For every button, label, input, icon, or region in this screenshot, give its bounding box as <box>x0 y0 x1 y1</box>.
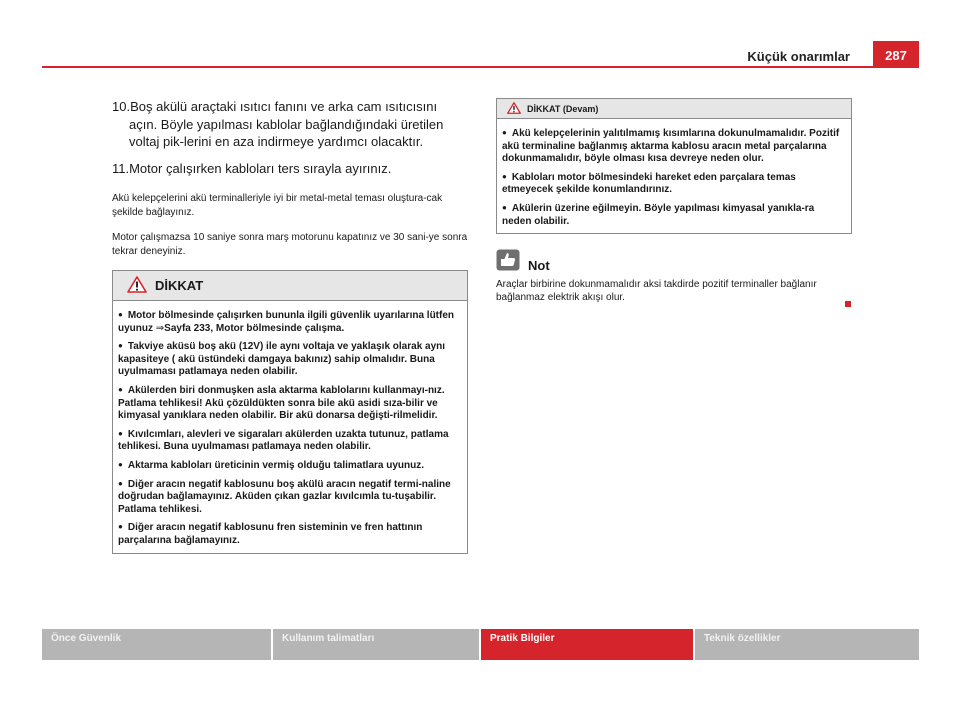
warning-item: ● Akülerin üzerine eğilmeyin. Böyle yapılması kimyasal yanıkla-ra neden olabilir. <box>502 202 815 227</box>
bullet-icon: ● <box>118 384 123 394</box>
bullet-icon: ● <box>118 459 123 469</box>
note-icon <box>496 249 520 276</box>
warning-body <box>113 301 467 553</box>
page-number: 287 <box>873 41 919 67</box>
warning-item: ● Akü kelepçelerinin yalıtılmamış kısımlarına dokunulmamalıdır. Pozitif akü terminaline bağlanmış aktarma kablosu aracın metal parçalarına dokunmamalıdır, böyle olması kısa devreye neden olur. <box>502 128 840 165</box>
tab-teknik-ozellikler[interactable]: Teknik özellikler <box>695 629 919 660</box>
paragraph-clamps: Akü kelepçelerini akü terminalleriyle iyi bir metal-metal teması oluştura-cak şekilde bağlayınız. <box>112 193 443 218</box>
warning-item: ● Motor bölmesinde çalışırken bununla ilgili güvenlik uyarılarına lütfen uyunuz ⇒Sayfa 233, Motor bölmesinde çalışma. <box>118 310 455 334</box>
bullet-icon: ● <box>118 310 123 319</box>
bullet-icon: ● <box>118 428 123 438</box>
note-header <box>496 249 852 276</box>
warning-continued-header <box>497 99 851 119</box>
bullet-icon: ● <box>502 128 507 137</box>
warning-item: ● Kabloları motor bölmesindeki hareket eden parçalara temas etmeyecek şekilde konumlandırınız. <box>502 171 796 196</box>
warning-continued-title: DİKKAT (Devam) <box>527 103 599 114</box>
bullet-icon: ● <box>118 341 123 351</box>
warning-triangle-icon <box>507 102 521 116</box>
paragraph-retry: Motor çalışmazsa 10 saniye sonra marş motorunu kapatınız ve 30 sani-ye sonra tekrar deneyiniz. <box>112 232 468 257</box>
page-link[interactable]: Sayfa 233, Motor bölmesinde çalışma. <box>164 322 345 334</box>
tab-once-guvenlik[interactable]: Önce Güvenlik <box>42 629 271 660</box>
warning-item: ● Diğer aracın negatif kablosunu fren sisteminin ve fren hattının parçalarına bağlamayınız. <box>118 522 423 546</box>
section-title: Küçük onarımlar <box>747 49 850 64</box>
header-rule <box>42 66 919 68</box>
warning-item: ● Takviye aküsü boş akü (12V) ile aynı voltaja ve yaklaşık olarak aynı kapasiteye ( akü üstündeki damgaya bakınız) sahip olmalıdır. Buna uyulmaması patlamaya neden olabilir. <box>118 341 446 378</box>
tab-kullanim-talimatlari[interactable]: Kullanım talimatları <box>273 629 479 660</box>
bullet-icon: ● <box>502 202 507 212</box>
bullet-icon: ● <box>502 171 507 181</box>
warning-continued-body <box>497 119 851 233</box>
bullet-icon: ● <box>118 478 123 488</box>
warning-item: ● Akülerden biri donmuşken asla aktarma kablolarını kullanmayı-nız. Patlama tehlikesi! Akü çözüldükten sonra bile akü asidi sıza-bilir ve kimyasal yanıklara neden olabilir. Bir akü donarsa değişti-rilmelidir. <box>118 384 445 422</box>
warning-box <box>112 270 468 554</box>
warning-continued-box <box>496 98 852 234</box>
right-column <box>496 98 852 307</box>
warning-item: ● Diğer aracın negatif kablosunu boş akülü aracın negatif termi-naline doğrudan bağlamayınız. Aküden çıkan gazlar kıvılcımla tu-tuşabilir. Patlama tehlikesi. <box>118 478 451 515</box>
warning-item: ● Kıvılcımları, alevleri ve sigaraları akülerden uzakta tutunuz, patlama tehlikesi. Buna uyulmaması patlamaya neden olabilir. <box>118 428 449 453</box>
note-text: Araçlar birbirine dokunmamalıdır aksi takdirde pozitif terminaller bağlanır bağlanmaz elektrik akışı olur. <box>496 278 852 304</box>
warning-title: DİKKAT <box>155 278 204 293</box>
end-marker-icon <box>845 301 851 307</box>
step-10: 10.Boş akülü araçtaki ısıtıcı fanını ve arka cam ısıtıcısını açın. Böyle yapılması kablolar bağlandığındaki üretilen voltaj pik-lerini en aza indirmeye yardımcı olacaktır. <box>112 99 444 149</box>
warning-header <box>113 271 467 301</box>
page-link-arrow-icon[interactable]: ⇒ <box>155 322 165 334</box>
step-11: 11.Motor çalışırken kabloları ters sırayla ayırınız. <box>112 160 392 176</box>
left-column <box>112 98 468 554</box>
bullet-icon: ● <box>118 522 123 532</box>
tab-pratik-bilgiler[interactable]: Pratik Bilgiler <box>481 629 693 660</box>
warning-item: ● Aktarma kabloları üreticinin vermiş olduğu talimatlara uyunuz. <box>118 459 425 471</box>
warning-triangle-icon <box>127 276 147 296</box>
footer-nav <box>42 629 919 660</box>
note-title: Not <box>528 257 550 273</box>
